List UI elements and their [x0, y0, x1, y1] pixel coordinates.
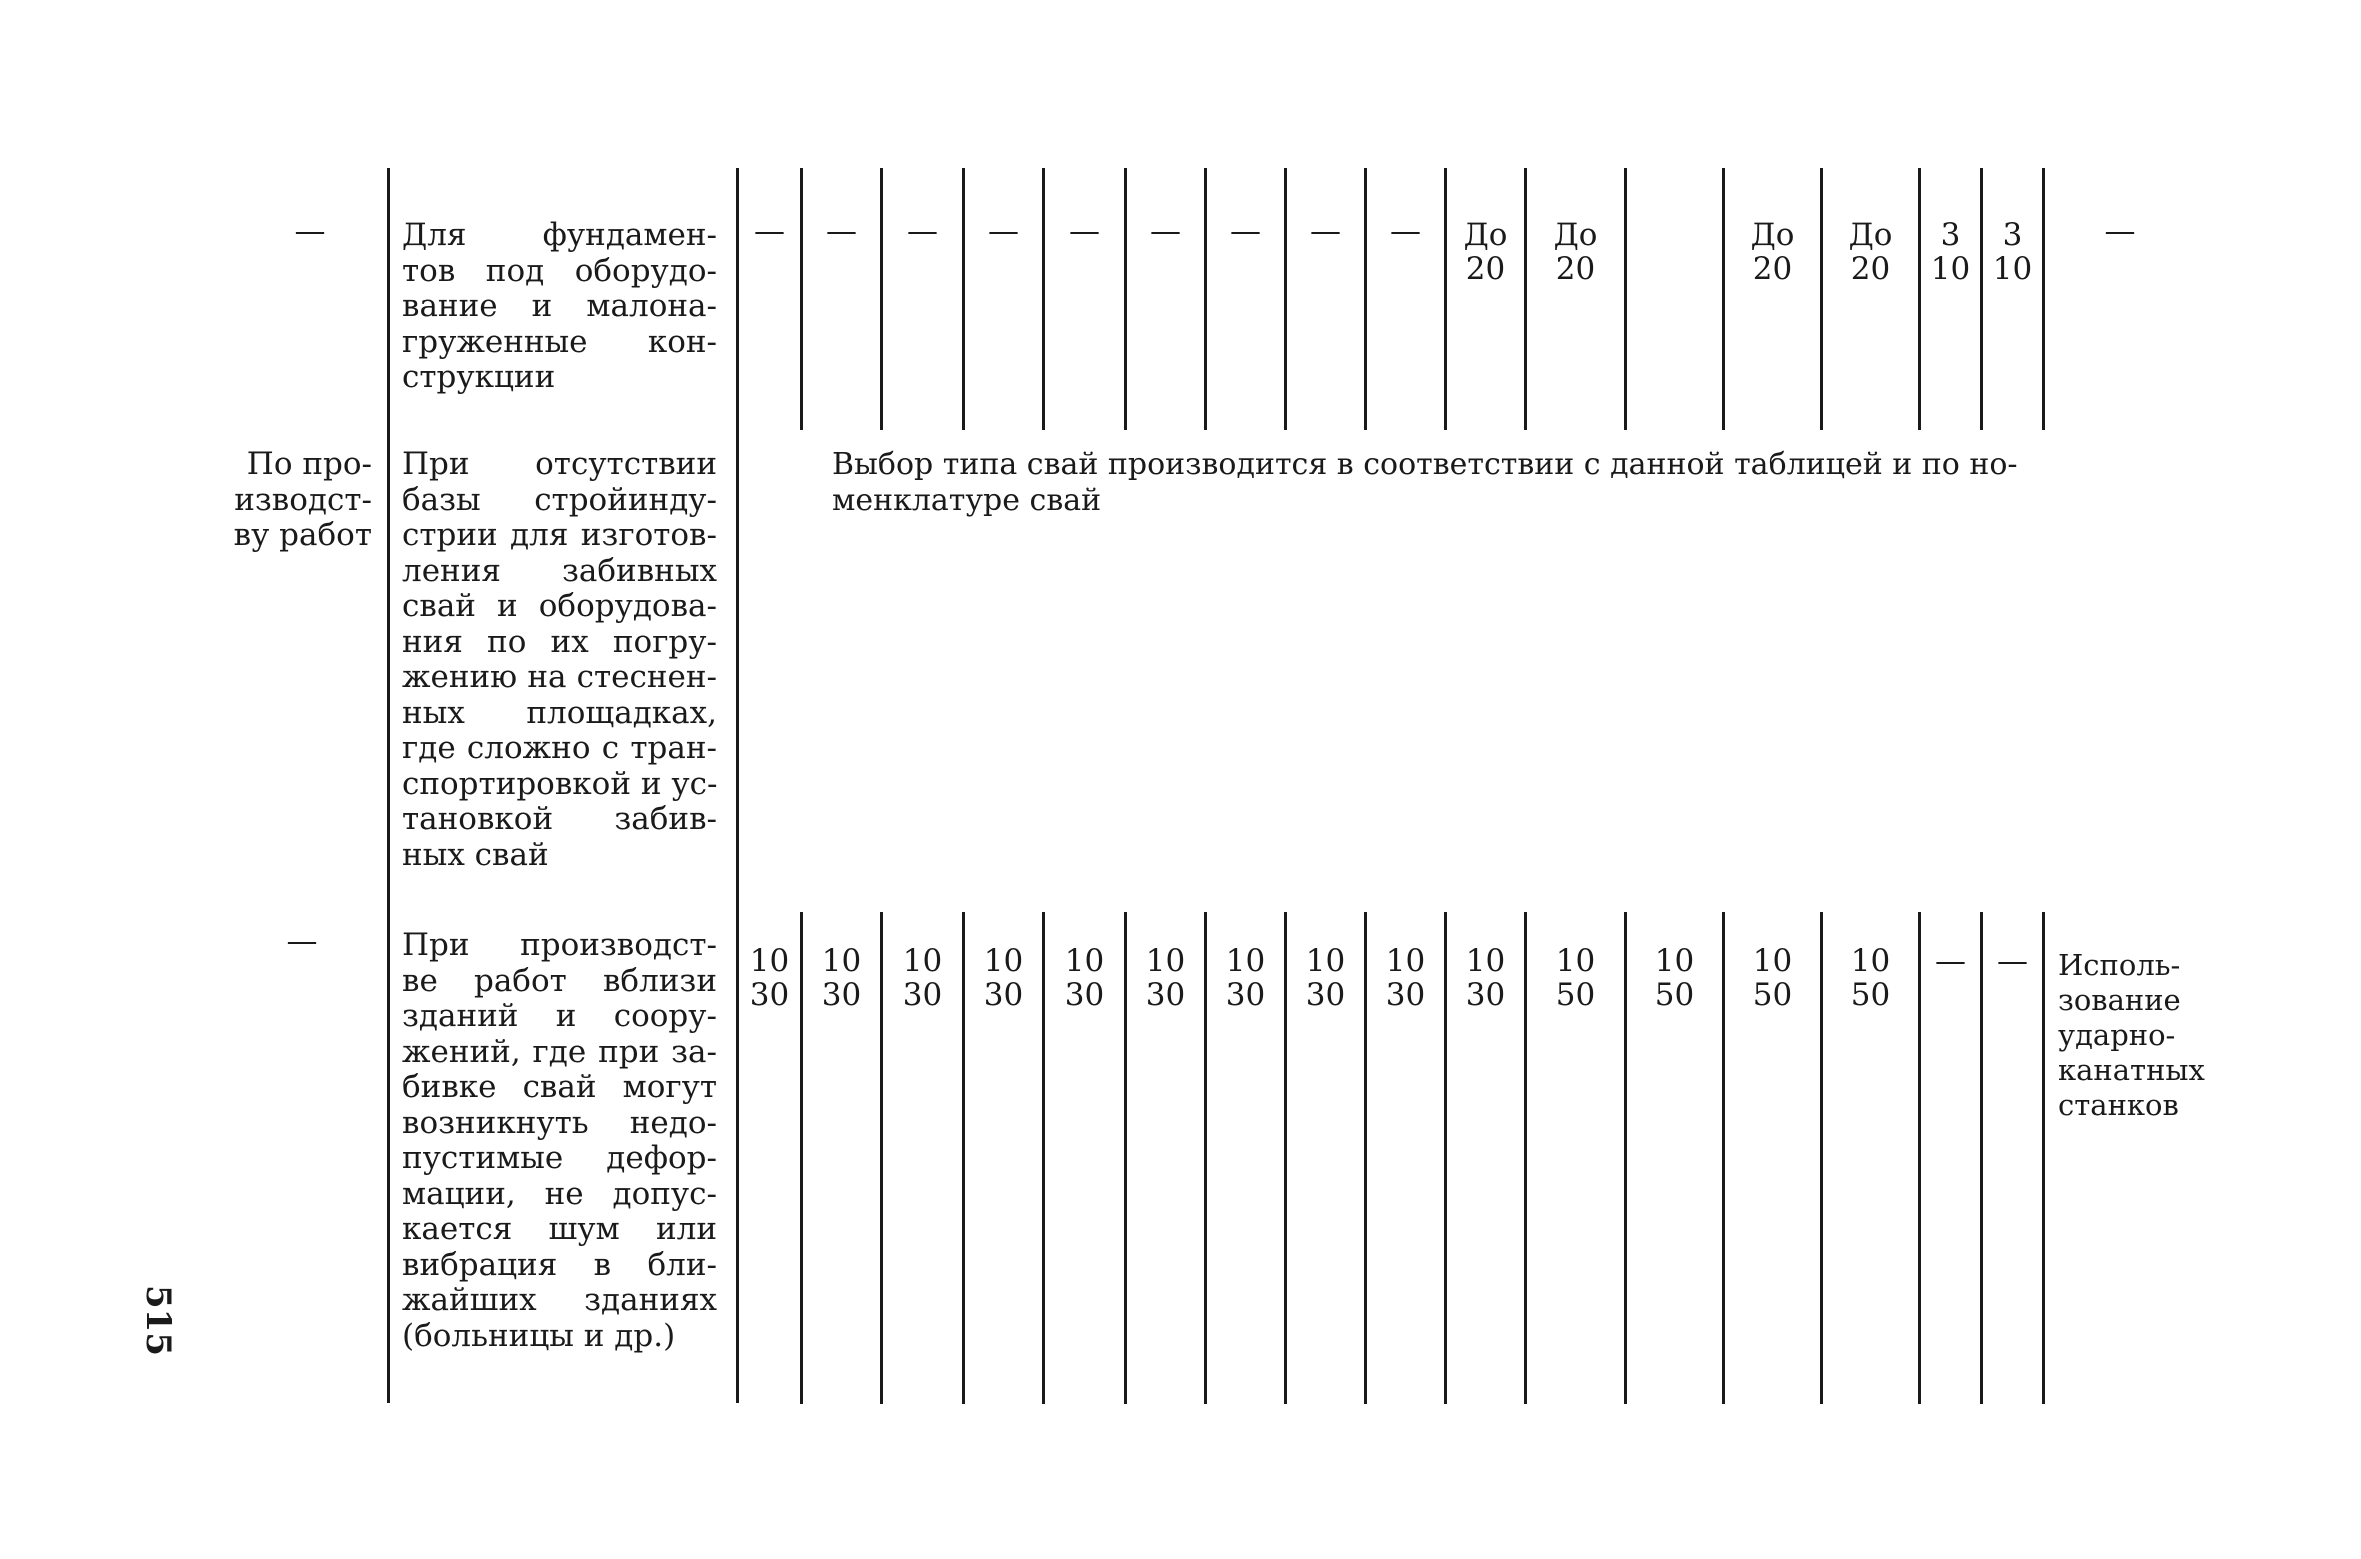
- table-cell: 10 50: [1850, 943, 1891, 1013]
- table-cell: 10 30: [983, 943, 1024, 1013]
- table-cell: —: [1390, 213, 1421, 249]
- table-cell: —: [1935, 943, 1966, 979]
- row2-category: По про- изводст- ву работ: [233, 446, 372, 553]
- row1-last-dash: —: [2104, 213, 2136, 249]
- table-cell: —: [826, 213, 857, 249]
- table-cell: 10 30: [902, 943, 943, 1013]
- row3-description: При производст- ве работ вблизи зданий и соору- жений, где при за- бивке свай могут возникнуть недо- пустимые дефор- мации, не допус- кается шум или вибрация в бли- жайших зданиях (больницы и др.): [402, 927, 717, 1354]
- row3-col1-dash: —: [286, 923, 318, 959]
- table-cell: —: [754, 213, 785, 249]
- row1-description: Для фундамен- тов под оборудо- вание и малона- груженные кон- струкции: [402, 217, 717, 395]
- table-cell: До 20: [1553, 217, 1598, 287]
- table-cell: До 20: [1463, 217, 1508, 287]
- table-cell: —: [1310, 213, 1341, 249]
- table-cell: До 20: [1750, 217, 1795, 287]
- table-cell: —: [988, 213, 1019, 249]
- table-cell: —: [1230, 213, 1261, 249]
- table-cell: 10 30: [1465, 943, 1506, 1013]
- column-rule-1: [387, 168, 390, 1403]
- table-cell: 3 10: [1930, 217, 1971, 287]
- table-cell: —: [907, 213, 938, 249]
- table-cell: 10 50: [1752, 943, 1793, 1013]
- table-cell: 10 50: [1555, 943, 1596, 1013]
- column-rule-2: [736, 168, 739, 1403]
- row2-span-note: Выбор типа свай производится в соответствии с данной таблицей и по но- менклатуре свай: [832, 447, 2018, 518]
- table-cell: 10 30: [821, 943, 862, 1013]
- table-cell: —: [1150, 213, 1181, 249]
- table-cell: —: [1997, 943, 2028, 979]
- table-cell: 10 30: [1225, 943, 1266, 1013]
- table-cell: 10 30: [749, 943, 790, 1013]
- page-number: 515: [138, 1285, 178, 1356]
- table-cell: 10 50: [1654, 943, 1695, 1013]
- table-cell: —: [1069, 213, 1100, 249]
- table-cell: 3 10: [1992, 217, 2033, 287]
- row3-note: Исполь- зование ударно- канатных станков: [2058, 948, 2205, 1122]
- table-cell: 10 30: [1064, 943, 1105, 1013]
- table-cell: До 20: [1848, 217, 1893, 287]
- table-cell: 10 30: [1305, 943, 1346, 1013]
- table-cell: 10 30: [1385, 943, 1426, 1013]
- table-cell: 10 30: [1145, 943, 1186, 1013]
- row2-description: При отсутствии базы стройинду- стрии для изготов- ления забивных свай и оборудова- ния по их погру- жению на стеснен- ных площадках, где сложно с тран- спортировкой и ус- тановкой забив- ных свай: [402, 446, 718, 873]
- row1-col1-dash: —: [294, 213, 326, 249]
